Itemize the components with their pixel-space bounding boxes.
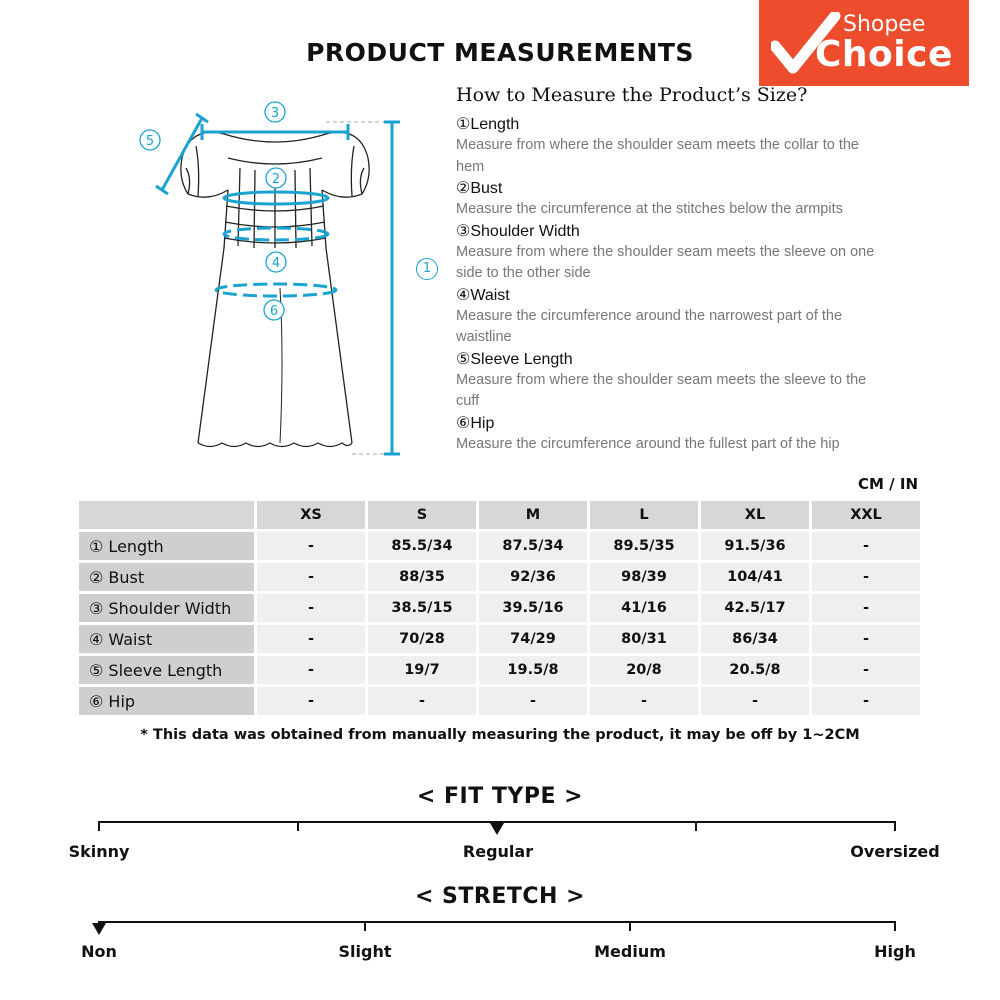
- row-label: ④ Waist: [79, 625, 254, 653]
- measure-name: ③Shoulder Width: [456, 222, 580, 240]
- row-label: ⑤ Sleeve Length: [79, 656, 254, 684]
- stretch-title: < STRETCH >: [414, 884, 586, 909]
- table-corner-cell: [79, 501, 254, 529]
- table-cell: -: [257, 532, 365, 560]
- stretch-label-non: Non: [81, 942, 117, 961]
- table-row: [79, 594, 920, 622]
- stretch-marker-icon: [92, 923, 106, 935]
- table-cell: 38.5/15: [368, 594, 476, 622]
- size-header: S: [368, 501, 476, 529]
- table-cell: 88/35: [368, 563, 476, 591]
- table-cell: 89.5/35: [590, 532, 698, 560]
- table-cell: 42.5/17: [701, 594, 809, 622]
- fit-type-tick: [297, 821, 299, 831]
- table-cell: -: [812, 532, 920, 560]
- size-header: XL: [701, 501, 809, 529]
- table-cell: -: [812, 687, 920, 715]
- row-label: ② Bust: [79, 563, 254, 591]
- page-title: PRODUCT MEASUREMENTS: [306, 38, 694, 67]
- table-row: [79, 625, 920, 653]
- table-cell: -: [368, 687, 476, 715]
- table-cell: -: [812, 594, 920, 622]
- measure-item-bust: [456, 178, 886, 221]
- stretch-label-slight: Slight: [338, 942, 392, 961]
- row-label: ③ Shoulder Width: [79, 594, 254, 622]
- size-header: XS: [257, 501, 365, 529]
- size-header: M: [479, 501, 587, 529]
- table-cell: -: [812, 656, 920, 684]
- table-cell: 19.5/8: [479, 656, 587, 684]
- table-cell: 98/39: [590, 563, 698, 591]
- size-header: L: [590, 501, 698, 529]
- table-header-row: [79, 501, 920, 529]
- brand-choice-text: Choice: [815, 34, 953, 75]
- how-to-measure-panel: [456, 84, 886, 455]
- table-cell: 87.5/34: [479, 532, 587, 560]
- svg-text:4: 4: [271, 256, 281, 271]
- fit-type-label-oversized: Oversized: [850, 842, 940, 861]
- dress-measurement-diagram: [130, 98, 420, 468]
- stretch-tick: [894, 921, 896, 931]
- stretch-label-high: High: [874, 942, 916, 961]
- measure-description: Measure from where the shoulder seam meets the collar to the hem: [456, 137, 859, 175]
- svg-text:6: 6: [269, 304, 279, 319]
- table-cell: -: [257, 687, 365, 715]
- fit-type-marker-icon: [490, 823, 504, 835]
- measure-description: Measure from where the shoulder seam meets the sleeve to the cuff: [456, 371, 867, 409]
- table-cell: 19/7: [368, 656, 476, 684]
- units-label: CM / IN: [858, 475, 918, 493]
- row-label: ① Length: [79, 532, 254, 560]
- measure-name: ①Length: [456, 116, 520, 133]
- fit-type-title: < FIT TYPE >: [416, 784, 584, 809]
- table-cell: 104/41: [701, 563, 809, 591]
- table-cell: -: [590, 687, 698, 715]
- table-cell: -: [257, 594, 365, 622]
- measure-description: Measure the circumference around the fullest part of the hip: [456, 435, 840, 452]
- fit-type-label-regular: Regular: [462, 842, 534, 861]
- measure-item-hip: [456, 413, 886, 456]
- table-cell: 41/16: [590, 594, 698, 622]
- table-cell: -: [701, 687, 809, 715]
- length-marker: 1: [416, 258, 438, 280]
- measure-name: ⑥Hip: [456, 414, 495, 432]
- table-cell: -: [479, 687, 587, 715]
- stretch-tick: [629, 921, 631, 931]
- measure-description: Measure from where the shoulder seam meets the sleeve on one side to the other side: [456, 243, 875, 281]
- table-cell: 70/28: [368, 625, 476, 653]
- stretch-label-medium: Medium: [594, 942, 666, 961]
- svg-text:2: 2: [271, 172, 281, 187]
- brand-shopee-text: Shopee: [843, 12, 926, 37]
- table-cell: 20.5/8: [701, 656, 809, 684]
- stretch-tick: [364, 921, 366, 931]
- fit-type-label-skinny: Skinny: [68, 842, 130, 861]
- measure-name: ④Waist: [456, 286, 510, 304]
- table-row: [79, 532, 920, 560]
- table-cell: -: [257, 625, 365, 653]
- table-cell: 91.5/36: [701, 532, 809, 560]
- table-cell: 92/36: [479, 563, 587, 591]
- table-cell: -: [812, 563, 920, 591]
- size-chart-table: [76, 498, 923, 718]
- table-cell: -: [812, 625, 920, 653]
- row-label: ⑥ Hip: [79, 687, 254, 715]
- measure-item-length: [456, 114, 886, 178]
- fit-type-tick: [695, 821, 697, 831]
- measure-name: ⑤Sleeve Length: [456, 350, 573, 368]
- table-row: [79, 656, 920, 684]
- table-row: [79, 563, 920, 591]
- measure-description: Measure the circumference at the stitches below the armpits: [456, 201, 843, 217]
- table-cell: -: [257, 563, 365, 591]
- measure-item-sleeve-length: [456, 349, 886, 413]
- table-cell: 74/29: [479, 625, 587, 653]
- table-cell: 80/31: [590, 625, 698, 653]
- table-row: [79, 687, 920, 715]
- table-cell: 39.5/16: [479, 594, 587, 622]
- measure-item-waist: [456, 285, 886, 349]
- fit-type-tick: [98, 821, 100, 831]
- measure-item-shoulder-width: [456, 221, 886, 285]
- fit-type-tick: [894, 821, 896, 831]
- measurement-disclaimer: * This data was obtained from manually measuring the product, it may be off by 1~2CM: [140, 727, 860, 743]
- table-cell: -: [257, 656, 365, 684]
- table-cell: 85.5/34: [368, 532, 476, 560]
- table-cell: 20/8: [590, 656, 698, 684]
- measure-name: ②Bust: [456, 180, 503, 197]
- measure-description: Measure the circumference around the narrowest part of the waistline: [456, 307, 843, 345]
- how-to-measure-title: How to Measure the Product’s Size?: [456, 84, 808, 106]
- table-cell: 86/34: [701, 625, 809, 653]
- stretch-scale-line: [98, 921, 896, 923]
- size-header: XXL: [812, 501, 920, 529]
- svg-text:3: 3: [270, 106, 280, 121]
- svg-text:5: 5: [145, 134, 155, 149]
